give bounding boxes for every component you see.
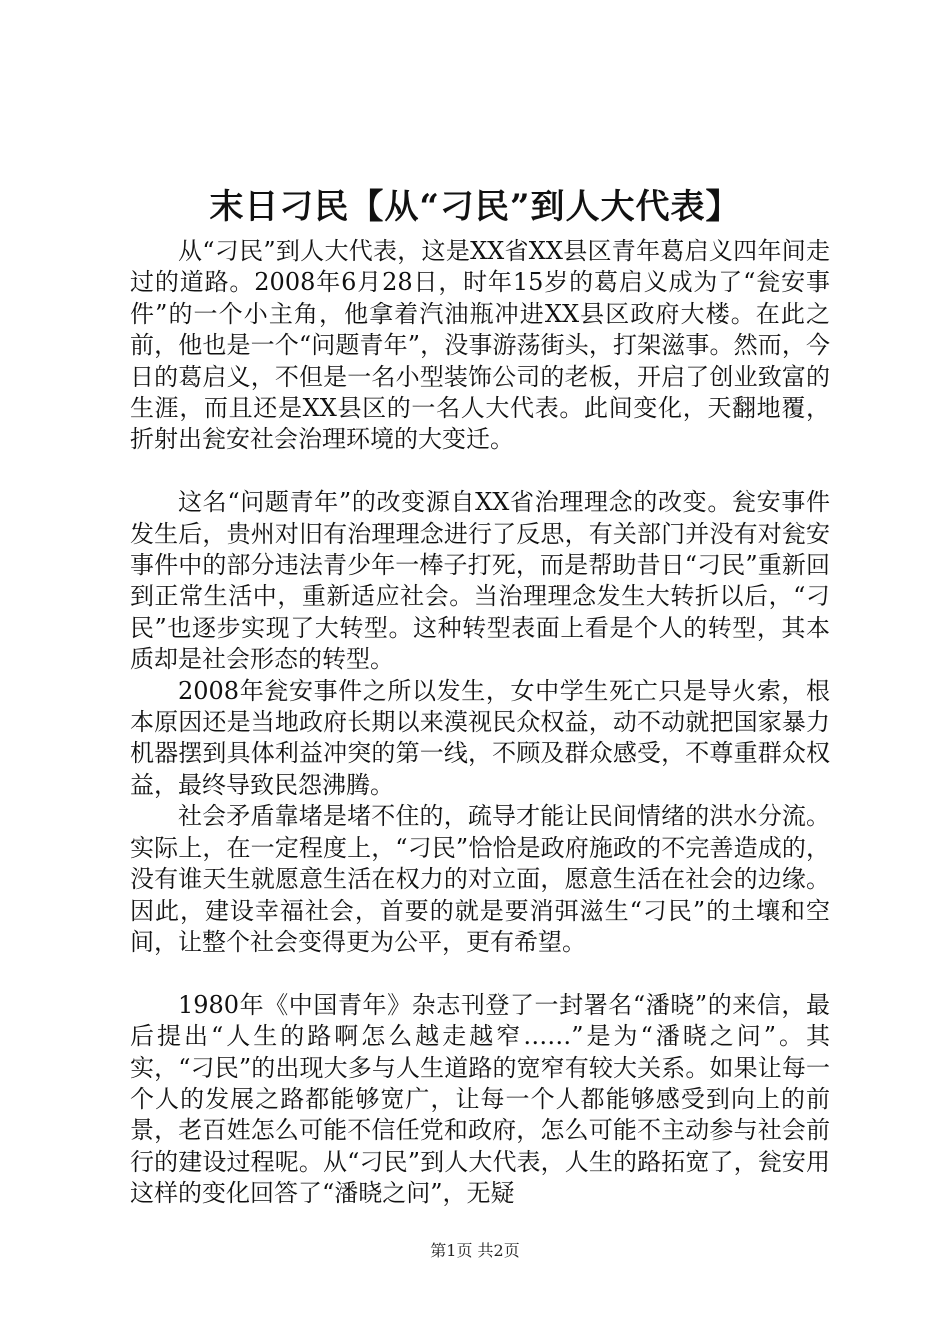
paragraph-4: 社会矛盾靠堵是堵不住的，疏导才能让民间情绪的洪水分流。实际上，在一定程度上，“刁民”恰恰是政府施政的不完善造成的，没有谁天生就愿意生活在权力的对立面，愿意生活在社会的边缘。因此，建设幸福社会，首要的就是要消弭滋生“刁民”的土壤和空间，让整个社会变得更为公平，更有希望。 [130,802,830,956]
paragraph-1: 从“刁民”到人大代表，这是XX省XX县区青年葛启义四年间走过的道路。2008年6月28日，时年15岁的葛启义成为了“瓮安事件”的一个小主角，他拿着汽油瓶冲进XX县区政府大楼。在此之前，他也是一个“问题青年”，没事游荡街头，打架滋事。然而，今日的葛启义，不但是一名小型装饰公司的老板，开启了创业致富的生涯，而且还是XX县区的一名人大代表。此间变化，天翻地覆，折射出瓮安社会治理环境的大变迁。 [130,237,830,454]
paragraph-5: 1980年《中国青年》杂志刊登了一封署名“潘晓”的来信，最后提出“人生的路啊怎么越走越窄……”是为“潘晓之问”。其实，“刁民”的出现大多与人生道路的宽窄有较大关系。如果让每一个人的发展之路都能够宽广，让每一个人都能够感受到向上的前景，老百姓怎么可能不信任党和政府，怎么可能不主动参与社会前行的建设过程呢。从“刁民”到人大代表，人生的路拓宽了，瓮安用这样的变化回答了“潘晓之问”，无疑 [130,990,830,1208]
page-number-footer: 第1页 共2页 [430,1241,520,1260]
paragraph-2: 这名“问题青年”的改变源自XX省治理理念的改变。瓮安事件发生后，贵州对旧有治理理念进行了反思，有关部门并没有对瓮安事件中的部分违法青少年一棒子打死，而是帮助昔日“刁民”重新回到正常生活中，重新适应社会。当治理理念发生大转折以后，“刁民”也逐步实现了大转型。这种转型表面上看是个人的转型，其本质却是社会形态的转型。 [130,488,830,674]
document-title: 末日刁民【从“刁民”到人大代表】 [209,187,741,227]
document-body [130,236,830,1210]
paragraph-3: 2008年瓮安事件之所以发生，女中学生死亡只是导火索，根本原因还是当地政府长期以来漠视民众权益，动不动就把国家暴力机器摆到具体利益冲突的第一线，不顾及群众感受，不尊重群众权益，最终导致民怨沸腾。 [130,676,830,799]
